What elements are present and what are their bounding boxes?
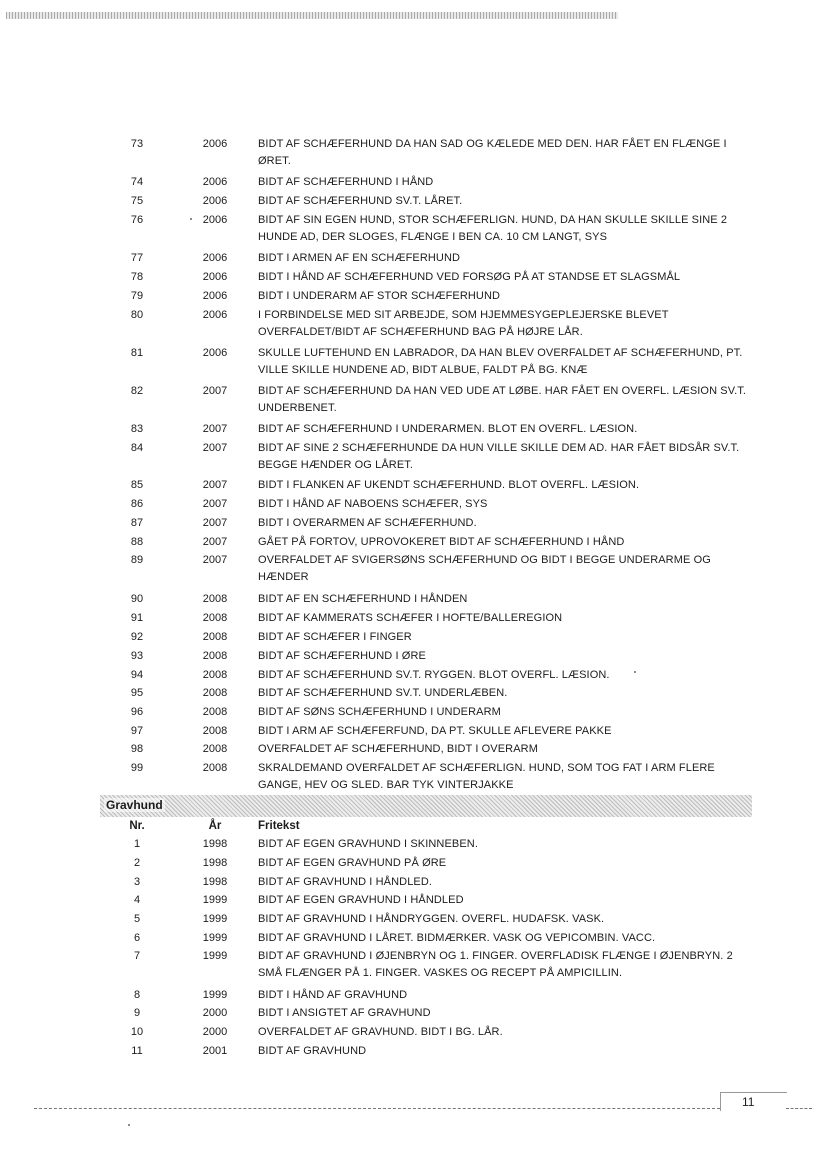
row-text: GÅET PÅ FORTOV, UPROVOKERET BIDT AF SCHÆFERHUND I HÅND	[258, 536, 625, 548]
row-number: 99	[130, 762, 144, 774]
row-text: BIDT AF SCHÆFERHUND SV.T. RYGGEN. BLOT OVERFL. LÆSION.	[258, 669, 610, 681]
row-text: BIDT AF SCHÆFERHUND I UNDERARMEN. BLOT EN OVERFL. LÆSION.	[258, 423, 638, 435]
row-number: 4	[133, 894, 141, 906]
row-text: BIDT AF GRAVHUND I HÅNDRYGGEN. OVERFL. HUDAFSK. VASK.	[258, 913, 605, 925]
row-text: BIDT I FLANKEN AF UKENDT SCHÆFERHUND. BLOT OVERFL. LÆSION.	[258, 479, 640, 491]
row-text: SKULLE LUFTEHUND EN LABRADOR, DA HAN BLEV OVERFALDET AF SCHÆFERHUND, PT. VILLE SKILLE HUNDENE AD, BIDT ALBUE, FALDT PÅ BG. KNÆ	[258, 347, 743, 376]
row-year: 1998	[202, 857, 228, 869]
row-year: 2008	[202, 631, 228, 643]
column-header-nr: Nr.	[129, 820, 145, 832]
row-year: 2001	[202, 1045, 228, 1057]
row-number: 78	[130, 271, 144, 283]
row-text: BIDT AF GRAVHUND I HÅNDLED.	[258, 876, 433, 888]
row-text: BIDT I HÅND AF NABOENS SCHÆFER, SYS	[258, 498, 488, 510]
row-number: 80	[130, 309, 144, 321]
row-number: 85	[130, 479, 144, 491]
row-text: BIDT AF SCHÆFERHUND SV.T. UNDERLÆBEN.	[258, 687, 508, 699]
row-number: 3	[133, 876, 141, 888]
footer-rule-right	[786, 1108, 812, 1110]
row-year: 2006	[202, 252, 228, 264]
row-text: BIDT I HÅND AF GRAVHUND	[258, 989, 408, 1001]
row-year: 1999	[202, 950, 228, 962]
row-number: 11	[131, 1045, 143, 1057]
row-text: BIDT AF SCHÆFERHUND I HÅND	[258, 176, 434, 188]
row-year: 1999	[202, 989, 228, 1001]
row-year: 2008	[202, 706, 228, 718]
row-text: BIDT AF SCHÆFERHUND SV.T. LÅRET.	[258, 195, 463, 207]
row-number: 2	[133, 857, 141, 869]
row-number: 75	[130, 195, 144, 207]
row-number: 92	[130, 631, 144, 643]
row-number: 7	[133, 950, 141, 962]
row-year: 2007	[202, 517, 228, 529]
row-year: 2000	[202, 1026, 228, 1038]
row-text: BIDT AF SCHÆFERHUND DA HAN SAD OG KÆLEDE MED DEN. HAR FÅET EN FLÆNGE I ØRET.	[258, 138, 727, 167]
row-text: BIDT AF EGEN GRAVHUND PÅ ØRE	[258, 857, 447, 869]
row-text: BIDT I OVERARMEN AF SCHÆFERHUND.	[258, 517, 477, 529]
row-text: BIDT AF EN SCHÆFERHUND I HÅNDEN	[258, 593, 468, 605]
row-year: 2006	[202, 290, 228, 302]
row-year: 2008	[202, 669, 228, 681]
row-number: 97	[130, 725, 144, 737]
row-number: 81	[130, 347, 144, 359]
row-number: 5	[133, 913, 141, 925]
row-text: BIDT I ARM AF SCHÆFERFUND, DA PT. SKULLE AFLEVERE PAKKE	[258, 725, 612, 737]
row-text: BIDT AF EGEN GRAVHUND I SKINNEBEN.	[258, 838, 478, 850]
row-text: OVERFALDET AF SVIGERSØNS SCHÆFERHUND OG BIDT I BEGGE UNDERARME OG HÆNDER	[258, 554, 711, 583]
row-year: 2008	[202, 743, 228, 755]
row-text: BIDT AF EGEN GRAVHUND I HÅNDLED	[258, 894, 464, 906]
page-number: 11	[742, 1095, 755, 1109]
row-text: BIDT I ARMEN AF EN SCHÆFERHUND	[258, 252, 461, 264]
row-text: OVERFALDET AF SCHÆFERHUND, BIDT I OVERARM	[258, 743, 538, 755]
row-year: 2006	[202, 176, 228, 188]
row-year: 1999	[202, 932, 228, 944]
column-header-text: Fritekst	[258, 820, 300, 832]
section-header-bar	[100, 795, 752, 817]
row-number: 9	[133, 1007, 141, 1019]
row-text: BIDT AF SCHÆFER I FINGER	[258, 631, 412, 643]
row-text: BIDT AF SØNS SCHÆFERHUND I UNDERARM	[258, 706, 501, 718]
row-number: 76	[130, 214, 144, 226]
footer-rule	[34, 1108, 720, 1110]
row-number: 8	[133, 989, 141, 1001]
row-year: 1999	[202, 894, 228, 906]
row-text: BIDT I ANSIGTET AF GRAVHUND	[258, 1007, 431, 1019]
row-year: 2008	[202, 612, 228, 624]
row-text: BIDT AF SCHÆFERHUND DA HAN VED UDE AT LØBE. HAR FÅET EN OVERFL. LÆSION SV.T. UNDERBENET.	[258, 385, 747, 414]
row-text: BIDT AF SINE 2 SCHÆFERHUNDE DA HUN VILLE SKILLE DEM AD. HAR FÅET BIDSÅR SV.T. BEGGE HÆNDER OG LÅRET.	[258, 442, 740, 471]
row-number: 77	[130, 252, 144, 264]
row-year: 1999	[202, 913, 228, 925]
scan-speck	[190, 218, 192, 220]
row-year: 2007	[202, 536, 228, 548]
row-year: 2000	[202, 1007, 228, 1019]
row-number: 96	[130, 706, 144, 718]
row-text: BIDT AF SIN EGEN HUND, STOR SCHÆFERLIGN. HUND, DA HAN SKULLE SKILLE SINE 2 HUNDE AD, DER SLOGES, FLÆNGE I BEN CA. 10 CM LANGT, SYS	[258, 214, 728, 243]
row-year: 2008	[202, 650, 228, 662]
row-text: BIDT AF SCHÆFERHUND I ØRE	[258, 650, 426, 662]
row-number: 79	[130, 290, 144, 302]
row-year: 2007	[202, 554, 228, 566]
row-year: 2007	[202, 423, 228, 435]
row-year: 2006	[202, 195, 228, 207]
row-year: 2006	[202, 214, 228, 226]
column-header-year: År	[208, 820, 222, 832]
row-number: 91	[130, 612, 144, 624]
row-number: 98	[130, 743, 144, 755]
row-text: I FORBINDELSE MED SIT ARBEJDE, SOM HJEMMESYGEPLEJERSKE BLEVET OVERFALDET/BIDT AF SCHÆFERHUND BAG PÅ HØJRE LÅR.	[258, 309, 669, 338]
row-year: 1998	[202, 876, 228, 888]
row-year: 2006	[202, 271, 228, 283]
row-year: 2006	[202, 138, 228, 150]
scan-header-band	[6, 12, 618, 19]
row-year: 2006	[202, 309, 228, 321]
row-text: BIDT AF GRAVHUND	[258, 1045, 367, 1057]
row-text: BIDT I UNDERARM AF STOR SCHÆFERHUND	[258, 290, 501, 302]
row-text: SKRALDEMAND OVERFALDET AF SCHÆFERLIGN. HUND, SOM TOG FAT I ARM FLERE GANGE, HEV OG SLED. BAR TYK VINTERJAKKE	[258, 762, 715, 791]
row-year: 2007	[202, 479, 228, 491]
row-year: 2007	[202, 498, 228, 510]
row-year: 2007	[202, 442, 228, 454]
row-year: 2006	[202, 347, 228, 359]
row-text: BIDT AF GRAVHUND I LÅRET. BIDMÆRKER. VASK OG VEPICOMBIN. VACC.	[258, 932, 656, 944]
row-text: BIDT AF GRAVHUND I ØJENBRYN OG 1. FINGER. OVERFLADISK FLÆNGE I ØJENBRYN. 2 SMÅ FLÆNGER PÅ 1. FINGER. VASKES OG RECEPT PÅ AMPICILLIN.	[258, 950, 733, 979]
row-number: 84	[130, 442, 144, 454]
scan-speck	[634, 671, 636, 673]
row-number: 95	[130, 687, 144, 699]
row-text: BIDT AF KAMMERATS SCHÆFER I HOFTE/BALLEREGION	[258, 612, 563, 624]
row-number: 94	[130, 669, 144, 681]
row-number: 1	[133, 838, 141, 850]
row-number: 74	[130, 176, 144, 188]
row-number: 87	[130, 517, 144, 529]
row-number: 90	[130, 593, 144, 605]
row-number: 89	[130, 554, 144, 566]
row-number: 83	[130, 423, 144, 435]
row-number: 88	[130, 536, 144, 548]
row-year: 2008	[202, 687, 228, 699]
row-number: 10	[130, 1026, 144, 1038]
row-year: 2008	[202, 593, 228, 605]
row-year: 2008	[202, 725, 228, 737]
row-number: 6	[133, 932, 141, 944]
row-number: 82	[130, 385, 144, 397]
row-text: BIDT I HÅND AF SCHÆFERHUND VED FORSØG PÅ AT STANDSE ET SLAGSMÅL	[258, 271, 681, 283]
row-year: 2008	[202, 762, 228, 774]
row-text: OVERFALDET AF GRAVHUND. BIDT I BG. LÅR.	[258, 1026, 503, 1038]
section-title: Gravhund	[106, 798, 163, 812]
scan-speck	[128, 1124, 130, 1126]
row-number: 73	[130, 138, 144, 150]
row-number: 93	[130, 650, 144, 662]
row-number: 86	[130, 498, 144, 510]
row-year: 1998	[202, 838, 228, 850]
row-year: 2007	[202, 385, 228, 397]
